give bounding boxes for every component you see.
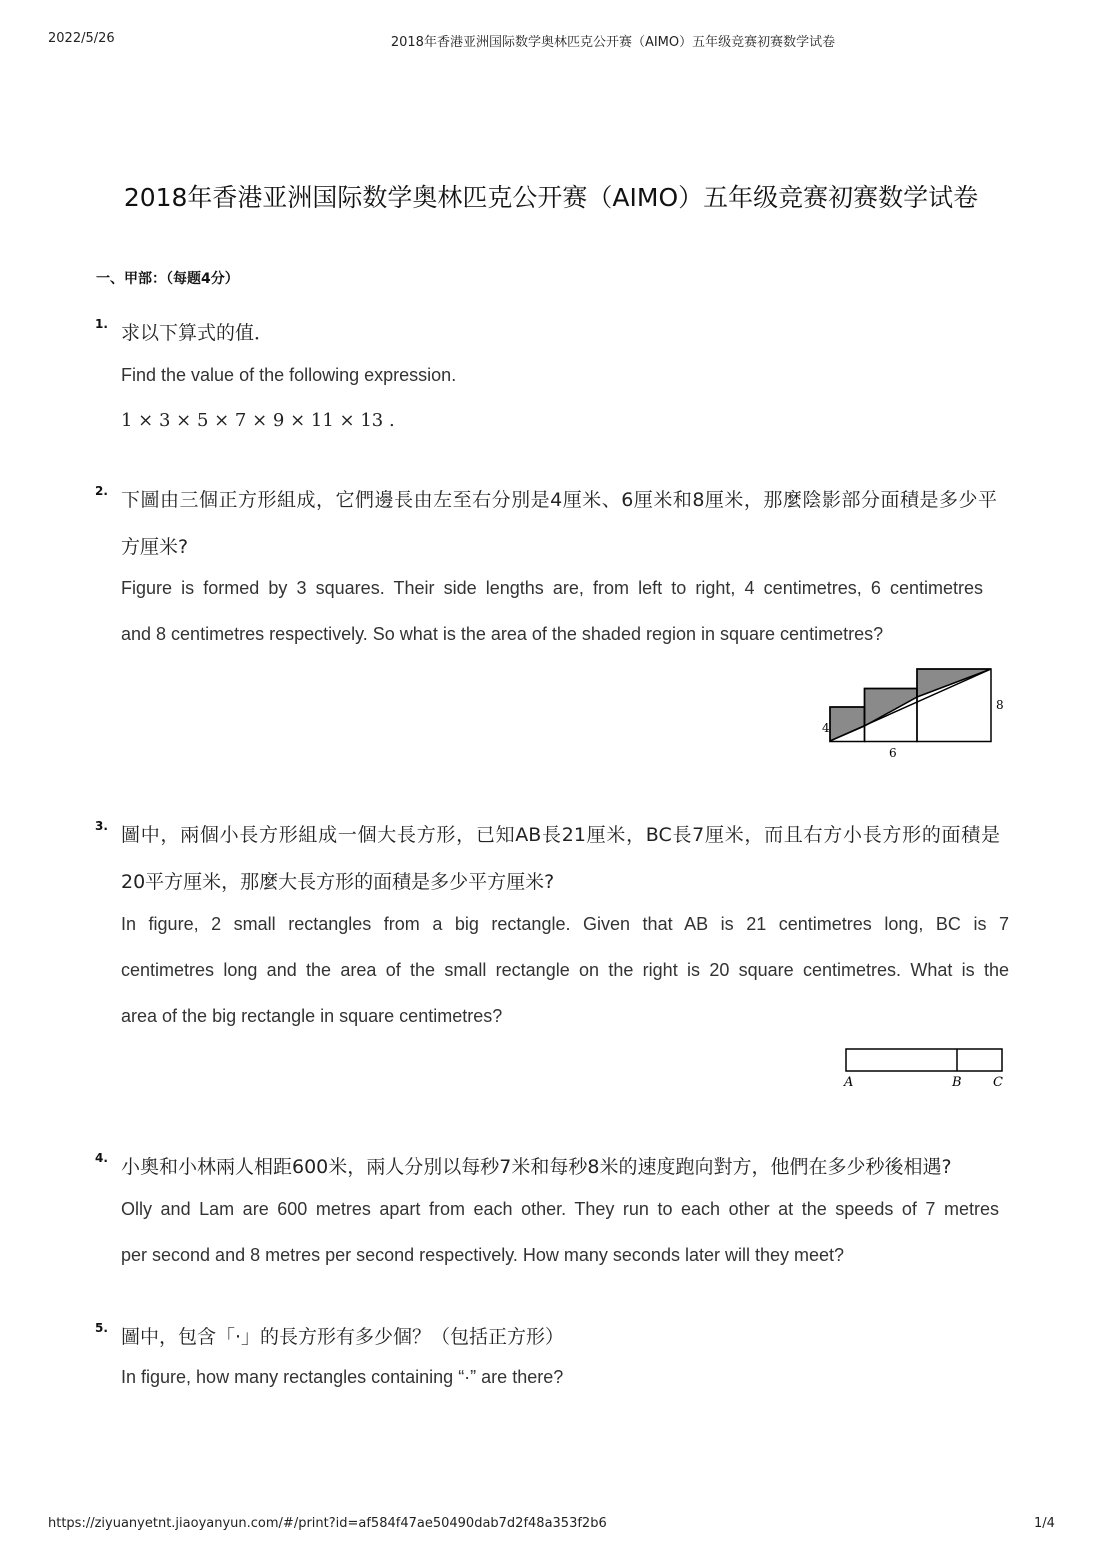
page-number: 1/4 bbox=[1034, 1516, 1055, 1531]
diagonal-line bbox=[830, 669, 991, 741]
shaded-region-middle bbox=[865, 689, 918, 727]
question-4-en-line-2: per second and 8 metres per second respectively. How many seconds later will they meet? bbox=[121, 1245, 845, 1265]
question-3-zh-line-1: 圖中，兩個小長方形組成一個大長方形，已知AB長21厘米，BC長7厘米，而且右方小長方形的面積是 bbox=[121, 824, 1000, 846]
question-5-en: In figure, how many rectangles containing “·” are there? bbox=[121, 1367, 564, 1387]
label-side-8: 8 bbox=[996, 698, 1004, 712]
question-2-en-line-1: Figure is formed by 3 squares. Their side lengths are, from left to right, 4 centimetres, 6 centimetres bbox=[121, 578, 983, 598]
section-heading: 一、甲部：（每题4分） bbox=[96, 271, 239, 287]
question-3-en-line-3: area of the big rectangle in square centimetres? bbox=[121, 1006, 503, 1026]
big-rectangle bbox=[846, 1049, 1002, 1071]
label-side-6: 6 bbox=[889, 746, 897, 760]
question-3-en-line-1: In figure, 2 small rectangles from a big rectangle. Given that AB is 21 centimetres long, BC is 7 bbox=[121, 914, 1009, 934]
question-3-zh-line-2: 20平方厘米，那麼大長方形的面積是多少平方厘米? bbox=[121, 871, 555, 893]
shaded-region-small bbox=[830, 707, 865, 741]
point-a-label: A bbox=[844, 1075, 854, 1090]
question-4-zh: 小奧和小林兩人相距600米，兩人分別以每秒7米和每秒8米的速度跑向對方，他們在多少秒後相遇? bbox=[121, 1156, 952, 1178]
question-5-zh: 圖中，包含「·」的長方形有多少個？（包括正方形） bbox=[121, 1326, 565, 1348]
question-3-en-line-2: centimetres long and the area of the small rectangle on the right is 20 square centimetres. What is the bbox=[121, 960, 1009, 980]
question-1-number: 1. bbox=[95, 317, 108, 331]
print-date: 2022/5/26 bbox=[48, 31, 115, 46]
question-2-zh-line-2: 方厘米? bbox=[121, 536, 189, 558]
rectangles-figure bbox=[836, 1042, 1016, 1092]
question-2-en-line-2: and 8 centimetres respectively. So what is the area of the shaded region in square centimetres? bbox=[121, 624, 884, 644]
question-2-number: 2. bbox=[95, 484, 108, 498]
three-squares-figure bbox=[815, 660, 1015, 764]
question-1-zh: 求以下算式的值． bbox=[121, 322, 274, 344]
footer-url[interactable]: https://ziyuanyetnt.jiaoyanyun.com/#/print?id=af584f47ae50490dab7d2f48a353f2b6 bbox=[48, 1516, 607, 1531]
question-5-number: 5. bbox=[95, 1321, 108, 1335]
running-header-title: 2018年香港亚洲国际数学奥林匹克公开赛（AIMO）五年级竞赛初赛数学试卷 bbox=[390, 35, 836, 50]
question-2-zh-line-1: 下圖由三個正方形組成，它們邊長由左至右分別是4厘米、6厘米和8厘米，那麼陰影部分面積是多少平 bbox=[121, 489, 997, 511]
question-4-number: 4. bbox=[95, 1151, 108, 1165]
point-c-label: C bbox=[993, 1075, 1003, 1090]
point-b-label: B bbox=[952, 1075, 962, 1090]
document-title: 2018年香港亚洲国际数学奥林匹克公开赛（AIMO）五年级竞赛初赛数学试卷 bbox=[123, 183, 979, 212]
question-1-expression: 1 × 3 × 5 × 7 × 9 × 11 × 13 . bbox=[121, 410, 395, 431]
label-side-4: 4 bbox=[822, 721, 830, 735]
question-3-number: 3. bbox=[95, 819, 108, 833]
question-4-en-line-1: Olly and Lam are 600 metres apart from each other. They run to each other at the speeds of 7 metres bbox=[121, 1199, 999, 1219]
question-1-en: Find the value of the following expression. bbox=[121, 365, 457, 385]
